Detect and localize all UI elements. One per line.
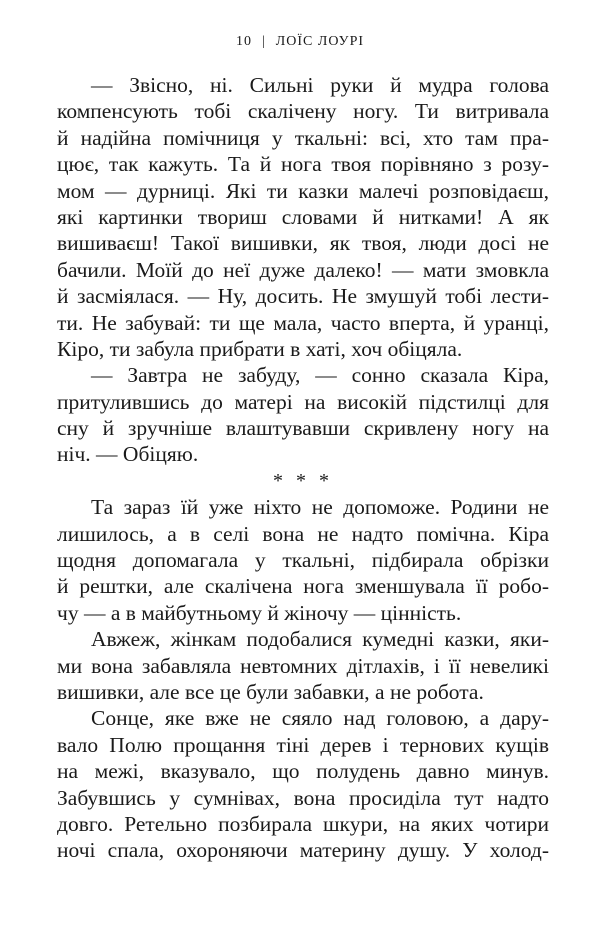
text-line: Забувшись у сумнівах, вона просиділа тут надто xyxy=(57,785,549,810)
page-body xyxy=(57,72,549,864)
text-line: ми вона забавляла невтомних дітлахів, і її невеликі xyxy=(57,653,549,678)
text-line: на межі, вказувало, що полудень давно минув. xyxy=(57,759,549,784)
text-line: Сонце, яке вже не сяяло над головою, а дару- xyxy=(91,706,549,731)
text-line: притулившись до матері на високій підстилці для xyxy=(57,389,549,414)
header-separator: | xyxy=(261,34,266,49)
text-line: й засміялася. — Ну, досить. Не змушуй тобі лести- xyxy=(57,284,549,309)
text-line: бачили. Моїй до неї дуже далеко! — мати змовкла xyxy=(57,257,549,282)
text-line: вишивки, але все це були забавки, а не робота. xyxy=(57,679,484,704)
text-line: Кіро, ти забула прибрати в хаті, хоч обіцяла. xyxy=(57,336,463,361)
text-line: Авжеж, жінкам подобалися кумедні казки, яки- xyxy=(91,627,549,652)
text-line: компенсують тобі скалічену ногу. Ти витривала xyxy=(57,99,549,124)
text-line: які картинки твориш словами й нитками! А як xyxy=(57,204,549,229)
text-line: ніч. — Обіцяю. xyxy=(57,442,199,467)
text-line: мом — дурниці. Які ти казки малечі розповідаєш, xyxy=(57,178,549,203)
author-name: ЛОЇС ЛОУРІ xyxy=(275,34,365,49)
text-line: сну й зручніше влаштувавши скривлену ногу на xyxy=(57,416,549,441)
text-line: — Звісно, ні. Сильні руки й мудра голова xyxy=(91,73,549,97)
section-separator xyxy=(57,468,549,494)
running-header xyxy=(0,34,600,50)
paragraph xyxy=(57,362,549,468)
text-line: щодня допомагала у ткальні, підбирала обрізки xyxy=(57,548,549,573)
text-line: вишиваєш! Такої вишивки, як твоя, люди досі не xyxy=(57,231,549,256)
paragraph xyxy=(57,626,549,705)
text-line: цює, так кажуть. Та й нога твоя порівняно з розу- xyxy=(57,152,549,177)
separator-text: * * * xyxy=(273,469,333,492)
paragraph xyxy=(57,705,549,863)
text-line: Та зараз їй уже ніхто не допоможе. Родини не xyxy=(91,495,549,520)
text-line: лишилось, а в селі вона не надто помічна. Кіра xyxy=(57,521,549,546)
page-number: 10 xyxy=(235,34,252,49)
paragraph xyxy=(57,72,549,362)
text-line: ночі спала, охороняючи материну душу. У холод- xyxy=(57,838,549,863)
text-line: — Завтра не забуду, — сонно сказала Кіра, xyxy=(91,363,549,388)
text-line: ти. Не забувай: ти ще мала, часто вперта, й уранці, xyxy=(57,310,549,335)
text-line: вало Полю прощання тіні дерев і тернових кущів xyxy=(57,732,549,757)
paragraph xyxy=(57,494,549,626)
text-line: й надійна помічниця у ткальні: всі, хто там пра- xyxy=(57,125,549,150)
text-line: довго. Ретельно позбирала шкури, на яких чотири xyxy=(57,811,549,836)
text-line: чу — а в майбутньому й жіночу — цінність. xyxy=(57,600,462,625)
text-line: й рештки, але скалічена нога зменшувала її робо- xyxy=(57,574,549,599)
